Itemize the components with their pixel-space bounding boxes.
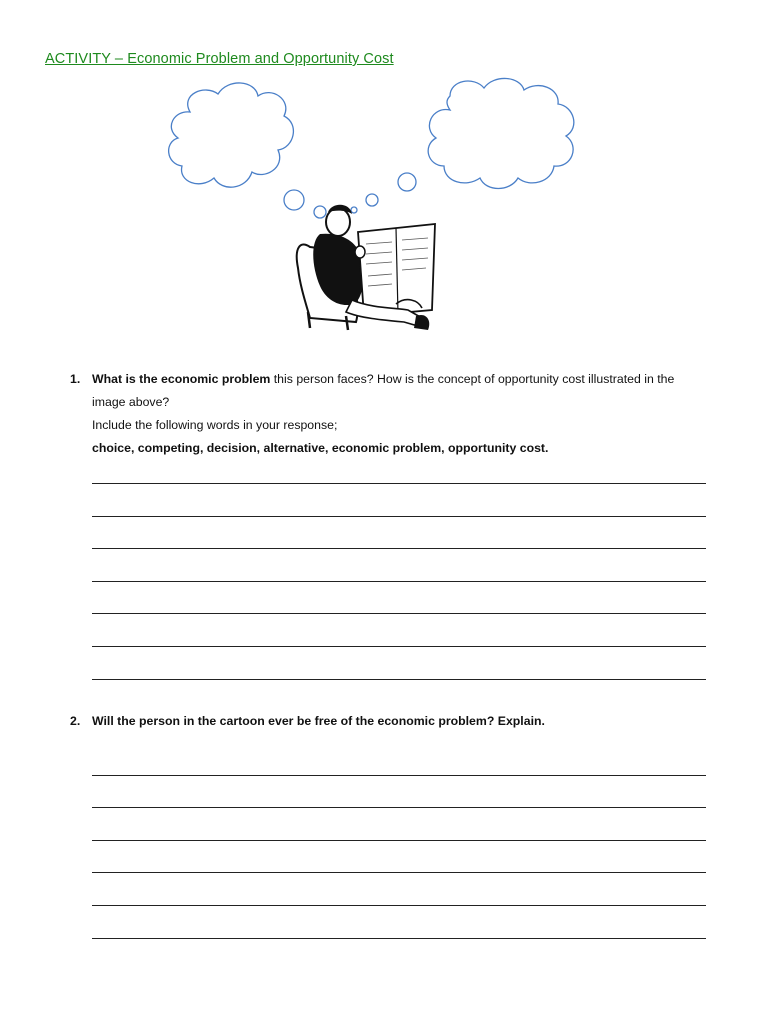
answer-line[interactable] — [92, 938, 706, 939]
answer-line[interactable] — [92, 646, 706, 647]
question-number: 2. — [70, 714, 81, 728]
question-text: Will the person in the cartoon ever be free of the economic problem? Explain. — [92, 714, 545, 728]
answer-line[interactable] — [92, 775, 706, 776]
answer-line[interactable] — [92, 483, 706, 484]
answer-line[interactable] — [92, 872, 706, 873]
thought-cloud-icon — [169, 83, 294, 187]
answer-line[interactable] — [92, 516, 706, 517]
required-words: choice, competing, decision, alternative, economic problem, opportunity cost. — [92, 441, 549, 455]
instruction-text: Include the following words in your response; — [92, 418, 338, 432]
cartoon-illustration — [160, 72, 610, 342]
worksheet-title: ACTIVITY – Economic Problem and Opportunity Cost — [45, 51, 394, 67]
answer-line[interactable] — [92, 581, 706, 582]
answer-line[interactable] — [92, 679, 706, 680]
answer-line[interactable] — [92, 840, 706, 841]
answer-line[interactable] — [92, 613, 706, 614]
thought-cloud-icon — [428, 78, 574, 188]
man-reading-newspaper-icon — [297, 205, 435, 330]
answer-line[interactable] — [92, 548, 706, 549]
question-text-continued: image above? — [92, 395, 170, 409]
answer-line[interactable] — [92, 905, 706, 906]
answer-line[interactable] — [92, 807, 706, 808]
question-number: 1. — [70, 372, 81, 386]
question-text: What is the economic problem this person faces? How is the concept of opportunity cost illustrated in the — [92, 372, 675, 386]
